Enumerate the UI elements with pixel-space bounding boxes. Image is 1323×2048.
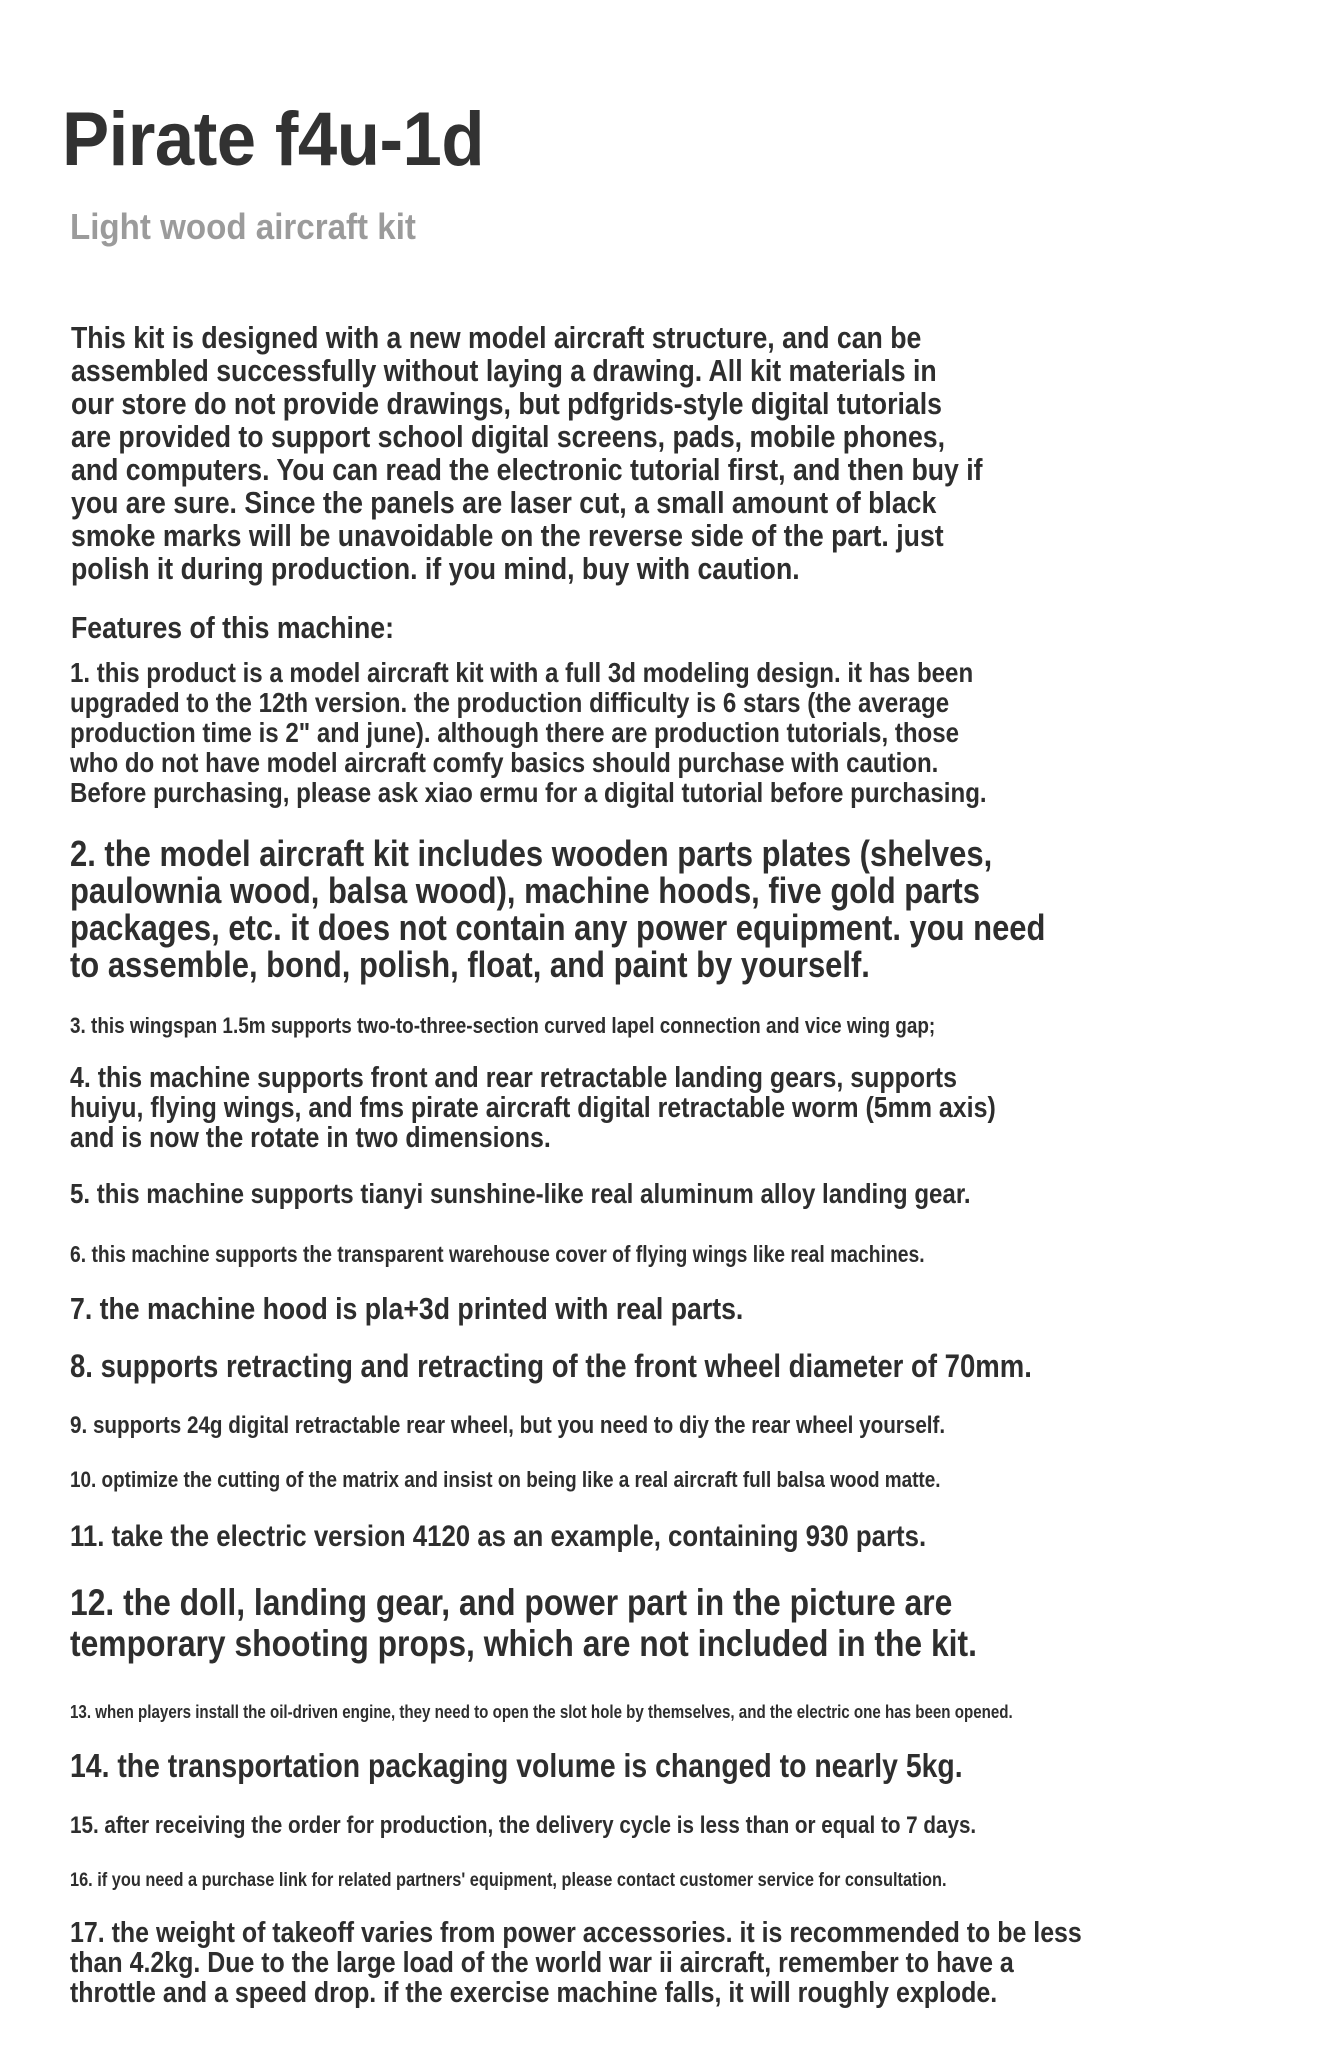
feature-line: 11. take the electric version 4120 as an example, containing 930 parts.	[70, 1520, 927, 1553]
feature-line: huiyu, flying wings, and fms pirate aircraft digital retractable worm (5mm axis)	[70, 1092, 996, 1124]
intro-line: assembled successfully without laying a drawing. All kit materials in	[71, 353, 937, 388]
feature-line: to assemble, bond, polish, float, and paint by yourself.	[70, 944, 870, 985]
page-title: Pirate f4u-1d	[62, 97, 485, 182]
feature-line: paulownia wood, balsa wood), machine hoods, five gold parts	[70, 870, 980, 911]
feature-item-8	[70, 1349, 1032, 1383]
feature-line: upgraded to the 12th version. the production difficulty is 6 stars (the average	[70, 687, 950, 718]
feature-item-5	[70, 1178, 971, 1210]
feature-line: temporary shooting props, which are not included in the kit.	[70, 1623, 977, 1664]
feature-line: Before purchasing, please ask xiao ermu for a digital tutorial before purchasing.	[70, 777, 987, 808]
feature-item-10	[70, 1467, 940, 1493]
intro-line: and computers. You can read the electronic tutorial first, and then buy if	[71, 452, 983, 487]
feature-line: 15. after receiving the order for production, the delivery cycle is less than or equal to 7 days.	[70, 1812, 977, 1839]
feature-item-2	[70, 835, 1045, 983]
feature-line: packages, etc. it does not contain any power equipment. you need	[70, 907, 1046, 948]
feature-item-13	[70, 1701, 1013, 1723]
features-heading: Features of this machine:	[71, 610, 394, 645]
feature-item-12	[70, 1582, 977, 1664]
feature-item-1	[70, 658, 987, 808]
feature-line: who do not have model aircraft comfy basics should purchase with caution.	[70, 747, 939, 778]
feature-line: 7. the machine hood is pla+3d printed with real parts.	[70, 1291, 744, 1326]
feature-item-4	[70, 1063, 996, 1153]
feature-item-15	[70, 1812, 976, 1840]
feature-line: 16. if you need a purchase link for related partners' equipment, please contact customer service for consultation.	[70, 1870, 947, 1891]
feature-item-7	[70, 1292, 743, 1326]
feature-line: production time is 2" and june). although there are production tutorials, those	[70, 717, 960, 748]
feature-line: and is now the rotate in two dimensions.	[70, 1122, 551, 1154]
feature-item-14	[70, 1748, 963, 1784]
feature-item-16	[70, 1869, 947, 1892]
intro-line: polish it during production. if you mind, buy with caution.	[71, 551, 800, 586]
feature-line: than 4.2kg. Due to the large load of the world war ii aircraft, remember to have a	[70, 1947, 1014, 1979]
intro-line: are provided to support school digital screens, pads, mobile phones,	[71, 419, 946, 454]
feature-line: 2. the model aircraft kit includes wooden parts plates (shelves,	[70, 833, 993, 874]
feature-item-3	[70, 1013, 935, 1039]
feature-line: 17. the weight of takeoff varies from power accessories. it is recommended to be less	[70, 1917, 1082, 1949]
feature-line: 8. supports retracting and retracting of the front wheel diameter of 70mm.	[70, 1348, 1032, 1384]
feature-item-11	[70, 1520, 926, 1554]
feature-line: 12. the doll, landing gear, and power part in the picture are	[70, 1582, 953, 1623]
feature-line: 9. supports 24g digital retractable rear wheel, but you need to diy the rear wheel yourself.	[70, 1412, 946, 1439]
intro-line: This kit is designed with a new model aircraft structure, and can be	[71, 320, 922, 355]
feature-line: 6. this machine supports the transparent warehouse cover of flying wings like real machines.	[70, 1241, 925, 1267]
intro-paragraph	[71, 321, 983, 585]
feature-line: 14. the transportation packaging volume is changed to nearly 5kg.	[70, 1747, 963, 1784]
feature-line: 5. this machine supports tianyi sunshine-like real aluminum alloy landing gear.	[70, 1178, 971, 1209]
intro-line: smoke marks will be unavoidable on the reverse side of the part. just	[71, 518, 944, 553]
feature-item-9	[70, 1412, 945, 1439]
feature-line: 13. when players install the oil-driven engine, they need to open the slot hole by themselves, and the electric one has been opened.	[70, 1702, 1013, 1722]
intro-line: our store do not provide drawings, but pdfgrids-style digital tutorials	[71, 386, 942, 421]
feature-line: 1. this product is a model aircraft kit with a full 3d modeling design. it has been	[70, 657, 974, 688]
feature-item-17	[70, 1918, 1082, 2008]
feature-line: throttle and a speed drop. if the exercise machine falls, it will roughly explode.	[70, 1977, 998, 2009]
page-subtitle: Light wood aircraft kit	[70, 206, 416, 247]
feature-line: 3. this wingspan 1.5m supports two-to-three-section curved lapel connection and vice wing gap;	[70, 1013, 936, 1038]
intro-line: you are sure. Since the panels are laser cut, a small amount of black	[71, 485, 937, 520]
feature-line: 10. optimize the cutting of the matrix and insist on being like a real aircraft full balsa wood matte.	[70, 1467, 941, 1492]
feature-line: 4. this machine supports front and rear retractable landing gears, supports	[70, 1062, 957, 1094]
feature-item-6	[70, 1241, 925, 1267]
